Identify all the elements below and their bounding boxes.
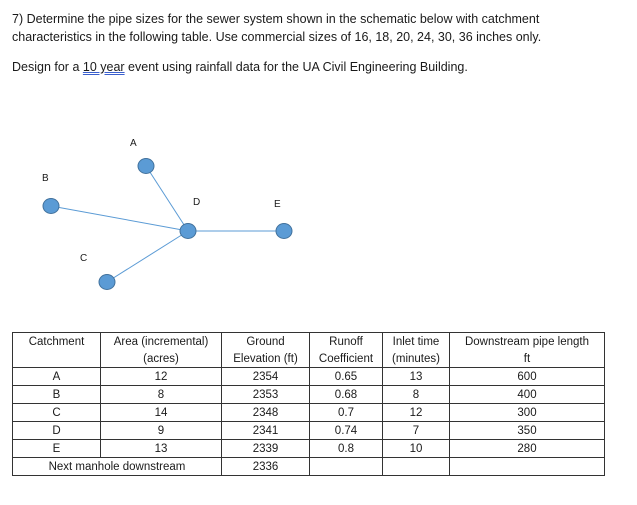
cell-inlet: 13	[383, 368, 450, 386]
header-length: Downstream pipe length	[450, 333, 605, 351]
pipe-c-d	[107, 231, 188, 282]
node-a	[138, 159, 154, 174]
cell-catchment: E	[13, 440, 101, 458]
label-b: B	[42, 173, 49, 184]
header-elevation: Ground	[222, 333, 310, 351]
catchment-table	[12, 332, 605, 476]
design-event: 10 year	[82, 60, 125, 74]
node-e	[276, 224, 292, 239]
cell-area: 12	[101, 368, 222, 386]
cell-downstream-label: Next manhole downstream	[13, 458, 222, 476]
cell-area: 8	[101, 386, 222, 404]
cell-runoff: 0.65	[310, 368, 383, 386]
table-row	[13, 422, 605, 440]
table-row	[13, 404, 605, 422]
sewer-schematic	[0, 130, 637, 300]
cell-inlet: 7	[383, 422, 450, 440]
problem-line-2: characteristics in the following table. Use commercial sizes of 16, 18, 20, 24, 30, 36 inches only.	[12, 30, 542, 44]
header-runoff: Runoff	[310, 333, 383, 351]
cell-elevation: 2341	[222, 422, 310, 440]
cell-catchment: B	[13, 386, 101, 404]
cell-elevation: 2353	[222, 386, 310, 404]
manhole-nodes	[43, 159, 292, 290]
cell-length: 600	[450, 368, 605, 386]
table-row	[13, 368, 605, 386]
table-row	[13, 386, 605, 404]
header2-runoff: Coefficient	[310, 350, 383, 368]
cell-inlet: 12	[383, 404, 450, 422]
header2-length: ft	[450, 350, 605, 368]
label-e: E	[274, 199, 281, 210]
header-inlet: Inlet time	[383, 333, 450, 351]
header2-catchment	[13, 350, 101, 368]
cell-elevation: 2348	[222, 404, 310, 422]
design-statement	[12, 60, 468, 74]
pipe-b-d	[51, 206, 188, 231]
label-d: D	[193, 197, 201, 208]
node-b	[43, 199, 59, 214]
cell-inlet: 8	[383, 386, 450, 404]
label-a: A	[130, 138, 137, 149]
problem-line-1: 7) Determine the pipe sizes for the sewer system shown in the schematic below with catchment	[12, 12, 540, 26]
node-c	[99, 275, 115, 290]
cell-empty	[310, 458, 383, 476]
cell-area: 9	[101, 422, 222, 440]
cell-empty	[450, 458, 605, 476]
design-suffix: event using rainfall data for the UA Civil Engineering Building.	[124, 60, 468, 74]
cell-area: 14	[101, 404, 222, 422]
cell-empty	[383, 458, 450, 476]
cell-runoff: 0.74	[310, 422, 383, 440]
cell-length: 400	[450, 386, 605, 404]
node-d	[180, 224, 196, 239]
pipe-a-d	[146, 166, 188, 231]
header-area: Area (incremental)	[101, 333, 222, 351]
problem-statement	[12, 10, 622, 46]
pipe-lines	[51, 166, 284, 282]
header2-elevation: Elevation (ft)	[222, 350, 310, 368]
cell-length: 300	[450, 404, 605, 422]
cell-length: 280	[450, 440, 605, 458]
table-row-downstream	[13, 458, 605, 476]
cell-catchment: D	[13, 422, 101, 440]
cell-inlet: 10	[383, 440, 450, 458]
cell-downstream-elevation: 2336	[222, 458, 310, 476]
header2-inlet: (minutes)	[383, 350, 450, 368]
cell-elevation: 2339	[222, 440, 310, 458]
cell-runoff: 0.8	[310, 440, 383, 458]
cell-elevation: 2354	[222, 368, 310, 386]
cell-catchment: C	[13, 404, 101, 422]
header-row-1	[13, 333, 605, 351]
cell-length: 350	[450, 422, 605, 440]
cell-catchment: A	[13, 368, 101, 386]
table-row	[13, 440, 605, 458]
cell-runoff: 0.7	[310, 404, 383, 422]
cell-area: 13	[101, 440, 222, 458]
header-catchment: Catchment	[13, 333, 101, 351]
cell-runoff: 0.68	[310, 386, 383, 404]
label-c: C	[80, 253, 88, 264]
header2-area: (acres)	[101, 350, 222, 368]
header-row-2	[13, 350, 605, 368]
design-prefix: Design for a	[12, 60, 83, 74]
